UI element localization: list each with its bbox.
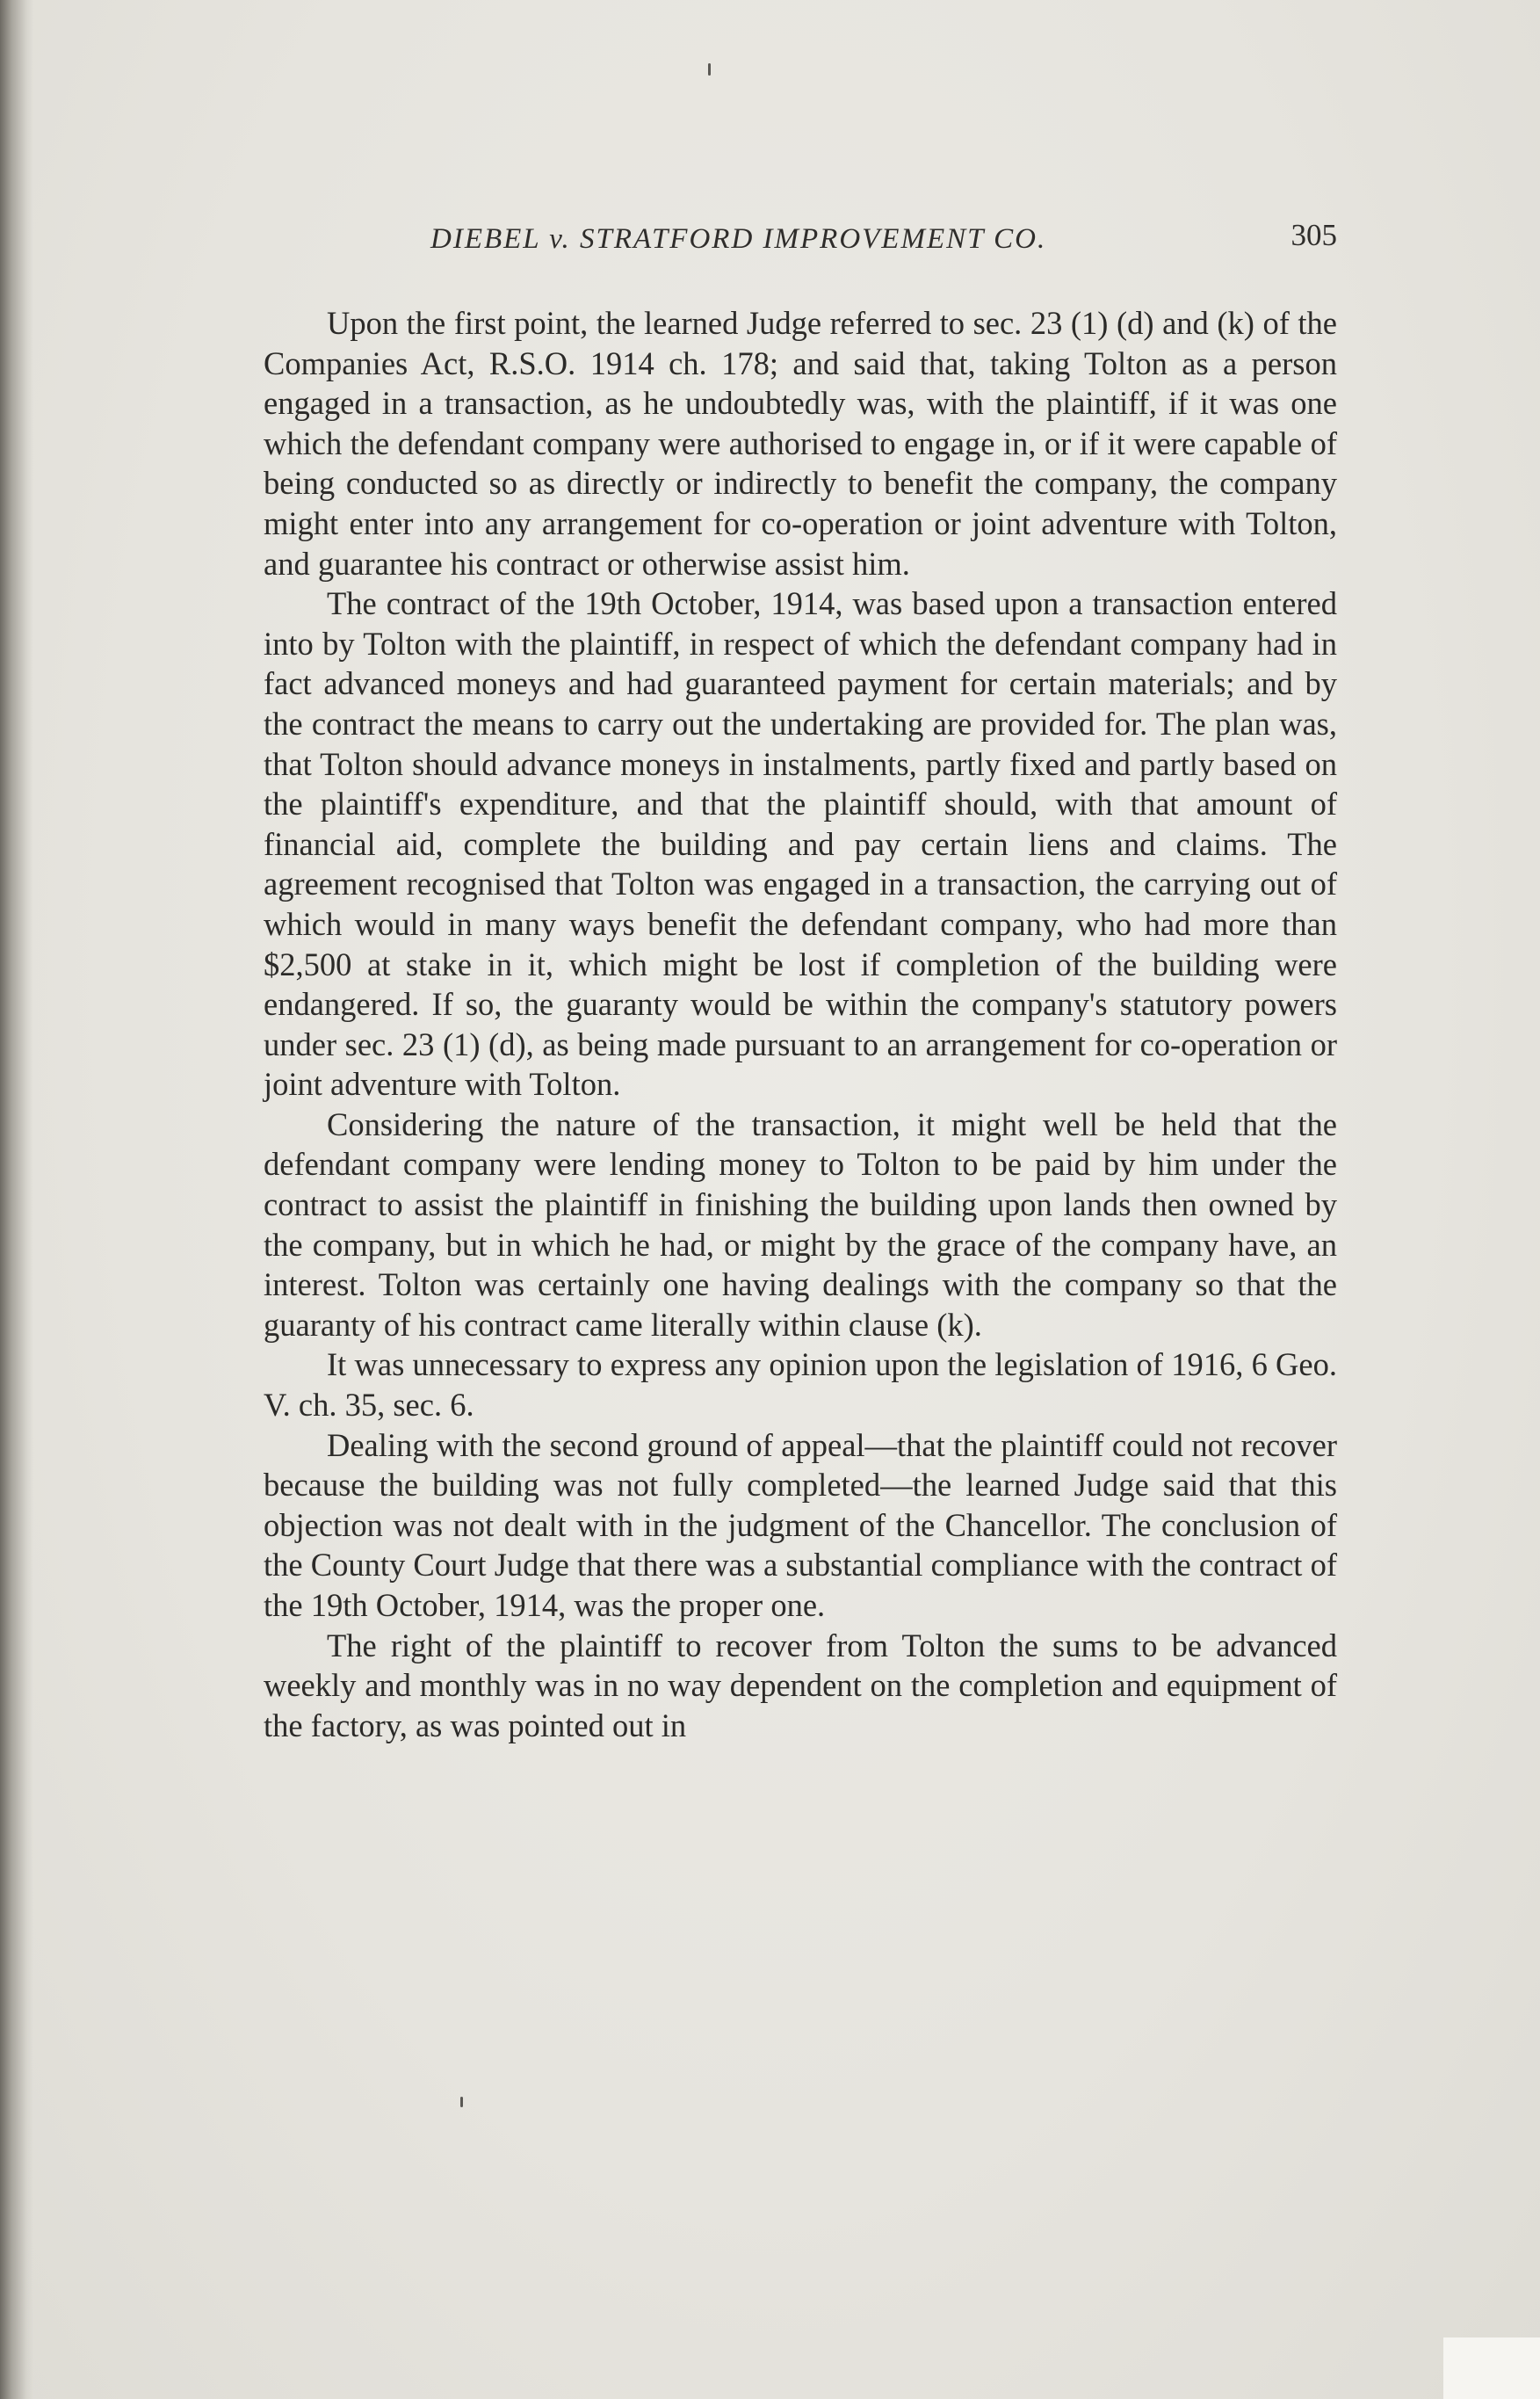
paragraph: Considering the nature of the transaction, it might well be held that the defendant company were lending money to Tolton to be paid by him under the contract to assist the plaintiff in finishing the building upon lands then owned by the company, but in which he had, or might by the grace of the company have, an interest. Tolton was certainly one having dealings with the company so that the guaranty of his contract came literally within clause (k). (264, 1105, 1337, 1343)
running-head: DIEBEL v. STRATFORD IMPROVEMENT CO. (430, 223, 1047, 255)
page-corner (1443, 2337, 1540, 2399)
ink-speck (708, 63, 711, 76)
paragraph: It was unnecessary to express any opinion upon the legislation of 1916, 6 Geo. V. ch. 35, sec. 6. (264, 1346, 1337, 1424)
paragraph: The right of the plaintiff to recover from Tolton the sums to be advanced weekly and monthly was in no way dependent on the completion and equipment of the factory, as was pointed out in (264, 1627, 1337, 1743)
ink-speck (460, 2097, 463, 2107)
paragraph: The contract of the 19th October, 1914, was based upon a transaction entered into by Tolton with the plaintiff, in respect of which the defendant company had in fact advanced moneys and had guaranteed payment for certain materials; and by the contract the means to carry out the undertaking are provided for. The plan was, that Tolton should advance moneys in instalments, partly fixed and partly based on the plaintiff's expenditure, and that the plaintiff should, with that amount of financial aid, complete the building and pay certain liens and claims. The agreement recognised that Tolton was engaged in a transaction, the carrying out of which would in many ways benefit the defendant company, who had more than $2,500 at stake in it, which might be lost if completion of the building were endangered. If so, the guaranty would be within the company's statutory powers under sec. 23 (1) (d), as being made pursuant to an arrangement for co-operation or joint adventure with Tolton. (264, 585, 1337, 1103)
binding-shadow (0, 0, 33, 2399)
paragraph: Dealing with the second ground of appeal—that the plaintiff could not recover because the building was not fully completed—the learned Judge said that this objection was not dealt with in the judgment of the Chancellor. The conclusion of the County Court Judge that there was a substantial compliance with the contract of the 19th October, 1914, was the proper one. (264, 1426, 1337, 1623)
paragraph: Upon the first point, the learned Judge referred to sec. 23 (1) (d) and (k) of the Companies Act, R.S.O. 1914 ch. 178; and said that, taking Tolton as a person engaged in a transaction, as he undoubtedly was, with the plaintiff, if it was one which the defendant company were authorised to engage in, or if it were capable of being conducted so as directly or indirectly to benefit the company, the company might enter into any arrangement for co-operation or joint adventure with Tolton, and guarantee his contract or otherwise assist him. (264, 305, 1337, 582)
page-header (264, 218, 1337, 271)
page-number: 305 (1291, 218, 1337, 252)
body-text (264, 303, 1337, 1745)
